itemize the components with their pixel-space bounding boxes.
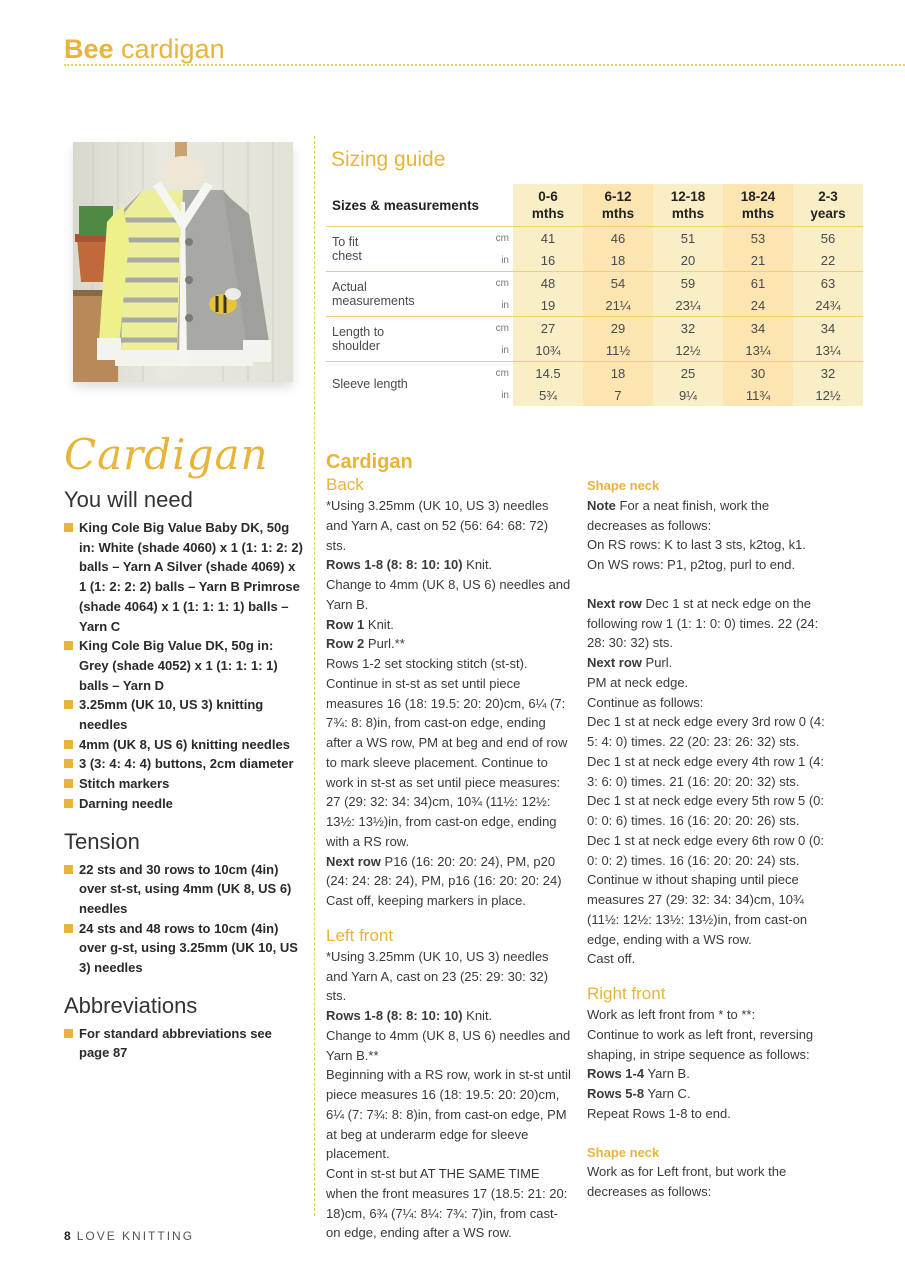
- cell: 59: [653, 272, 723, 295]
- sizing-row-actual-cm: [326, 272, 863, 295]
- cell: 12½: [653, 339, 723, 362]
- continue-without-para: Continue w ithout shaping until piece measures 27 (29: 32: 34: 34)cm, 10¾ (11½: 12½: 13½: 13½)in, from cast-on edge, ending with a WS row.: [587, 872, 808, 947]
- next-row-2-para: Next row Purl.: [587, 655, 673, 670]
- right-front-heading: Right front: [587, 984, 666, 1003]
- cell: 5¾: [513, 384, 583, 406]
- cell: 61: [723, 272, 793, 295]
- unit-in: in: [501, 254, 509, 266]
- cell: 30: [723, 362, 793, 385]
- cell: 56: [793, 227, 863, 250]
- you-will-need-heading: You will need: [64, 487, 193, 512]
- cell: 23¼: [653, 294, 723, 317]
- list-item: 3.25mm (UK 10, US 3) knitting needles: [64, 695, 304, 734]
- list-item: King Cole Big Value DK, 50g in: Grey (shade 4052) x 1 (1: 1: 1: 1) balls – Yarn D: [64, 636, 304, 695]
- sizing-row-length-cm: [326, 317, 863, 340]
- cell: 13¼: [723, 339, 793, 362]
- cardigan-illustration: [73, 142, 293, 382]
- tension-list: [64, 860, 304, 978]
- cell: 18: [583, 249, 653, 272]
- sizing-row-chest-cm: [326, 227, 863, 250]
- cell: 12½: [793, 384, 863, 406]
- cell: 22: [793, 249, 863, 272]
- cell: 14.5: [513, 362, 583, 385]
- unit-cm: cm: [481, 317, 513, 340]
- back-para-4: Cast off, keeping markers in place.: [326, 893, 526, 908]
- cell: 41: [513, 227, 583, 250]
- sizing-guide-title: Sizing guide: [331, 148, 446, 171]
- you-will-need-list: [64, 518, 304, 814]
- header-title-bold: Bee: [64, 34, 114, 64]
- cell: 53: [723, 227, 793, 250]
- cell: 63: [793, 272, 863, 295]
- tension-heading: Tension: [64, 828, 140, 854]
- cell: 16: [513, 249, 583, 272]
- cast-off-para: Cast off.: [587, 951, 636, 967]
- row-label-sleeve: Sleeve length: [326, 362, 481, 407]
- unit-cm: cm: [481, 362, 513, 385]
- cell: 48: [513, 272, 583, 295]
- shape-neck-heading: Shape neck: [587, 478, 660, 493]
- lf-para-4: Cont in st-st but AT THE SAME TIME when the front measures 17 (18.5: 21: 20: 18)cm, 6¾ (7¼: 8¼: 7¾: 7)in, from cast-on edge, ending after a WS row.: [326, 1166, 568, 1241]
- lf-para-3: Beginning with a RS row, work in st-st until piece measures 16 (18: 19.5: 20: 20)cm, 6¼ (7: 7¾: 8: 8)in, from cast-on edge, PM at beg at underarm edge for sleeve placement.: [326, 1067, 571, 1162]
- cell: 20: [653, 249, 723, 272]
- cell: 24: [723, 294, 793, 317]
- sizing-header-row: [326, 184, 863, 227]
- lf-rows-para: Rows 1-8 (8: 8: 10: 10) Knit.: [326, 1008, 493, 1023]
- size-col-0: 0-6 mths: [513, 184, 583, 227]
- cell: 21: [723, 249, 793, 272]
- header-rule: [64, 64, 905, 66]
- unit-cm: cm: [481, 227, 513, 250]
- back-para-3: Rows 1-2 set stocking stitch (st-st). Continue in st-st as set until piece measures 16 (18: 19.5: 20: 20)cm, 6¼ (7: 7¾: 8: 8)in, from cast-on edge, ending after a WS row, PM at beg and end of row to mark sleeve placement. Continue to work in st-st as set until piece measures: 27 (29: 32: 34: 34)cm, 10¾ (11½: 12½: 13½: 13½)in, from cast-on edge, ending with a RS row.: [326, 656, 568, 849]
- cell: 27: [513, 317, 583, 340]
- list-item: 4mm (UK 8, US 6) knitting needles: [64, 735, 304, 755]
- cell: 7: [583, 384, 653, 406]
- magazine-name: LOVE KNITTING: [76, 1229, 195, 1243]
- rf-repeat: Repeat Rows 1-8 to end.: [587, 1105, 731, 1121]
- cell: 18: [583, 362, 653, 385]
- page-header: [64, 32, 225, 66]
- back-para-2: Change to 4mm (UK 8, US 6) needles and Yarn B.: [326, 577, 571, 612]
- lf-para-1: *Using 3.25mm (UK 10, US 3) needles and Yarn A, cast on 23 (25: 29: 30: 32) sts.: [326, 948, 549, 1004]
- list-item: King Cole Big Value Baby DK, 50g in: White (shade 4060) x 1 (1: 1: 2: 2) balls – Yarn A Silver (shade 4069) x 1 (1: 2: 2: 2) balls – Yarn B Primrose (shade 4064) x 1 (1: 1: 1: 1) balls – Yarn C: [64, 518, 304, 636]
- cardigan-heading: Cardigan: [326, 451, 413, 473]
- back-rows-para: Rows 1-8 (8: 8: 10: 10) Knit.: [326, 557, 493, 573]
- rf-rows-1-4: Rows 1-4 Yarn B.: [587, 1066, 690, 1082]
- list-item: Darning needle: [64, 794, 304, 814]
- row-label-chest: To fit chest: [326, 227, 481, 272]
- cell: 46: [583, 227, 653, 250]
- header-title-rest: cardigan: [113, 34, 225, 64]
- size-col-3: 18-24 mths: [723, 184, 793, 227]
- cell: 11½: [583, 339, 653, 362]
- cell: 10¾: [513, 339, 583, 362]
- left-column: [64, 486, 304, 1077]
- right-column: [587, 476, 832, 1202]
- back-row2-para: Row 2 Purl.**: [326, 636, 405, 652]
- abbreviations-heading: Abbreviations: [64, 992, 198, 1018]
- row-label-length: Length to shoulder: [326, 317, 481, 362]
- abbreviations-list: [64, 1024, 304, 1063]
- page-number: 8: [64, 1229, 71, 1243]
- unit-in: in: [501, 344, 509, 356]
- pm-para: PM at neck edge.: [587, 674, 689, 690]
- cell: 54: [583, 272, 653, 295]
- cell: 32: [793, 362, 863, 385]
- size-col-4: 2-3 years: [793, 184, 863, 227]
- unit-cm: cm: [481, 272, 513, 295]
- note-para: Note For a neat finish, work the decreases as follows:: [587, 497, 770, 533]
- unit-in: in: [501, 299, 509, 311]
- middle-column: [326, 450, 571, 1243]
- list-item: For standard abbreviations see page 87: [64, 1024, 304, 1063]
- dec6-para: Dec 1 st at neck edge every 6th row 0 (0: 0: 0: 2) times. 16 (16: 20: 20: 24) sts.: [587, 832, 825, 868]
- list-item: Stitch markers: [64, 774, 304, 794]
- column-separator: [314, 136, 315, 1216]
- sizing-header-label: Sizes & measurements: [332, 197, 480, 213]
- next-row-1-para: Next row Dec 1 st at neck edge on the following row 1 (1: 1: 0: 0) times. 22 (24: 28: 30: 32) sts.: [587, 595, 819, 651]
- list-item: 22 sts and 30 rows to 10cm (4in) over st-st, using 4mm (UK 8, US 6) needles: [64, 860, 304, 919]
- row-label-actual: Actual measurements: [326, 272, 481, 317]
- back-next-row-para: Next row P16 (16: 20: 20: 24), PM, p20 (24: 24: 28: 24), PM, p16 (16: 20: 20: 24): [326, 853, 562, 889]
- dec4-para: Dec 1 st at neck edge every 4th row 1 (4: 3: 6: 0) times. 21 (16: 20: 20: 32) sts.: [587, 753, 825, 789]
- dec5-para: Dec 1 st at neck edge every 5th row 5 (0: 0: 0: 6) times. 16 (16: 20: 20: 26) sts.: [587, 793, 825, 828]
- cell: 25: [653, 362, 723, 385]
- dec3-para: Dec 1 st at neck edge every 3rd row 0 (4: 5: 4: 0) times. 22 (20: 23: 26: 32) sts.: [587, 714, 825, 749]
- cell: 11¾: [723, 384, 793, 406]
- cell: 34: [793, 317, 863, 340]
- size-col-2: 12-18 mths: [653, 184, 723, 227]
- page-footer: [64, 1229, 194, 1243]
- rf-rows-5-8: Rows 5-8 Yarn C.: [587, 1086, 691, 1101]
- lf-para-2: Change to 4mm (UK 8, US 6) needles and Yarn B.**: [326, 1027, 571, 1063]
- list-item: 24 sts and 48 rows to 10cm (4in) over g-st, using 3.25mm (UK 10, US 3) needles: [64, 919, 304, 978]
- back-row1-para: Row 1 Knit.: [326, 616, 394, 632]
- unit-in: in: [501, 389, 509, 401]
- rf-para-2: Continue to work as left front, reversing shaping, in stripe sequence as follows:: [587, 1026, 814, 1062]
- cell: 24¾: [793, 294, 863, 317]
- cell: 13¼: [793, 339, 863, 362]
- continue-para: Continue as follows:: [587, 694, 704, 710]
- sn2-para: Work as for Left front, but work the decreases as follows:: [587, 1164, 787, 1199]
- cell: 19: [513, 294, 583, 317]
- sizing-table: [326, 184, 863, 406]
- list-item: 3 (3: 4: 4: 4) buttons, 2cm diameter: [64, 754, 304, 774]
- cell: 34: [723, 317, 793, 340]
- back-heading: Back: [326, 475, 364, 494]
- rs-rows-para: On RS rows: K to last 3 sts, k2tog, k1.: [587, 537, 806, 553]
- back-para-1: *Using 3.25mm (UK 10, US 3) needles and Yarn A, cast on 52 (56: 64: 68: 72) sts.: [326, 498, 549, 553]
- ws-rows-para: On WS rows: P1, p2tog, purl to end.: [587, 557, 796, 572]
- rf-para-1: Work as left front from * to **:: [587, 1007, 756, 1022]
- left-front-heading: Left front: [326, 925, 394, 945]
- cell: 21¼: [583, 294, 653, 317]
- cell: 9¼: [653, 384, 723, 406]
- shape-neck-heading-2: Shape neck: [587, 1144, 660, 1160]
- cell: 32: [653, 317, 723, 340]
- cardigan-script-title: Cardigan: [64, 430, 269, 479]
- cell: 51: [653, 227, 723, 250]
- size-col-1: 6-12 mths: [583, 184, 653, 227]
- sizing-row-sleeve-cm: [326, 362, 863, 385]
- cell: 29: [583, 317, 653, 340]
- cardigan-photo: [73, 142, 293, 382]
